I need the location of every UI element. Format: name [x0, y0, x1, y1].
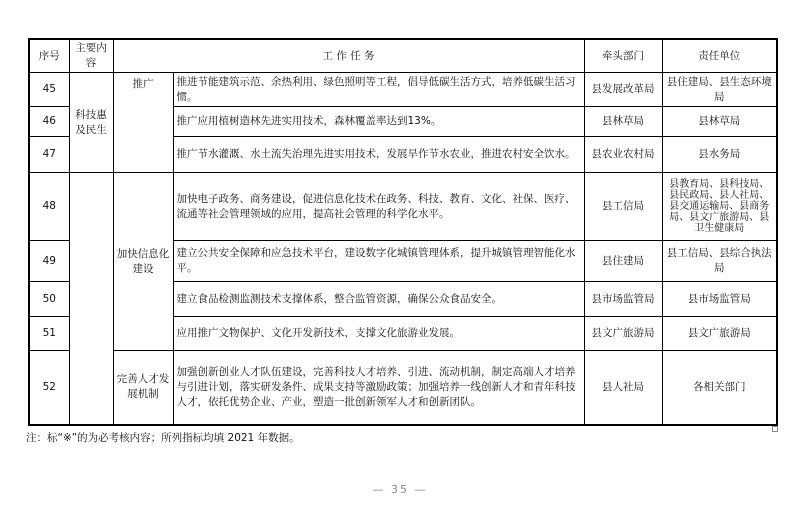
sub-content-cell: 推广 [113, 73, 173, 173]
sub-content-cell: 加快信息化建设 [113, 173, 173, 351]
task-cell: 加快电子政务、商务建设，促进信息化技术在政务、科技、教育、文化、社保、医疗、流通等社会管理领域的应用，提高社会管理的科学化水平。 [173, 173, 584, 241]
table-row [29, 351, 777, 425]
table-header-row [29, 39, 777, 73]
row-number: 49 [29, 241, 69, 282]
table-footnote: 注：标“※”的为必考核内容；所列指标均填 2021 年数据。 [26, 432, 300, 444]
resp-unit-cell: 各相关部门 [662, 351, 777, 425]
row-number: 48 [29, 173, 69, 241]
main-content-cell: 科技惠及民生 [69, 73, 113, 173]
task-cell: 推进节能建筑示范、余热利用、绿色照明等工程，倡导低碳生活方式，培养低碳生活习惯。 [173, 73, 584, 107]
task-cell: 应用推广文物保护、文化开发新技术，支撑文化旅游业发展。 [173, 317, 584, 351]
lead-dept-cell: 县工信局 [584, 173, 662, 241]
table-row [29, 73, 777, 107]
task-cell: 推广应用植树造林先进实用技术，森林覆盖率达到13%。 [173, 107, 584, 137]
main-content-cell-empty [69, 173, 113, 425]
page-number: — 35 — [372, 483, 428, 496]
task-cell: 建立公共安全保障和应急技术平台，建设数字化城镇管理体系，提升城镇管理智能化水平。 [173, 241, 584, 282]
resp-unit-cell: 县教育局、县科技局、县民政局、县人社局、县交通运输局、县商务局、县文广旅游局、县卫生健康局 [662, 173, 777, 241]
resp-unit-cell: 县水务局 [662, 137, 777, 173]
resp-unit-cell: 县文广旅游局 [662, 317, 777, 351]
lead-dept-cell: 县市场监管局 [584, 282, 662, 317]
resp-unit-cell: 县住建局、县生态环境局 [662, 73, 777, 107]
task-cell: 建立食品检测监测技术支撑体系，整合监管资源，确保公众食品安全。 [173, 282, 584, 317]
table-row [29, 173, 777, 241]
resp-unit-cell: 县工信局、县综合执法局 [662, 241, 777, 282]
task-cell: 加强创新创业人才队伍建设，完善科技人才培养、引进、流动机制，制定高端人才培养与引进计划，落实研发条件、成果支持等激励政策；加强培养一线创新人才和青年科技人才，依托优势企业、产业，塑造一批创新领军人才和创新团队。 [173, 351, 584, 425]
header-no: 序号 [29, 39, 69, 73]
resp-unit-cell: 县林草局 [662, 107, 777, 137]
lead-dept-cell: 县发展改革局 [584, 73, 662, 107]
lead-dept-cell: 县人社局 [584, 351, 662, 425]
row-number: 45 [29, 73, 69, 107]
header-main-content: 主要内容 [69, 39, 113, 73]
sub-content-cell: 完善人才发展机制 [113, 351, 173, 425]
corner-mark [772, 426, 778, 432]
row-number: 47 [29, 137, 69, 173]
row-number: 52 [29, 351, 69, 425]
resp-unit-cell: 县市场监管局 [662, 282, 777, 317]
row-number: 51 [29, 317, 69, 351]
task-table [28, 38, 778, 426]
lead-dept-cell: 县农业农村局 [584, 137, 662, 173]
row-number: 46 [29, 107, 69, 137]
lead-dept-cell: 县住建局 [584, 241, 662, 282]
header-task: 工 作 任 务 [113, 39, 584, 73]
lead-dept-cell: 县文广旅游局 [584, 317, 662, 351]
header-resp-unit: 责任单位 [662, 39, 777, 73]
header-lead-dept: 牵头部门 [584, 39, 662, 73]
row-number: 50 [29, 282, 69, 317]
task-cell: 推广节水灌溉、水土流失治理先进实用技术，发展旱作节水农业，推进农村安全饮水。 [173, 137, 584, 173]
lead-dept-cell: 县林草局 [584, 107, 662, 137]
